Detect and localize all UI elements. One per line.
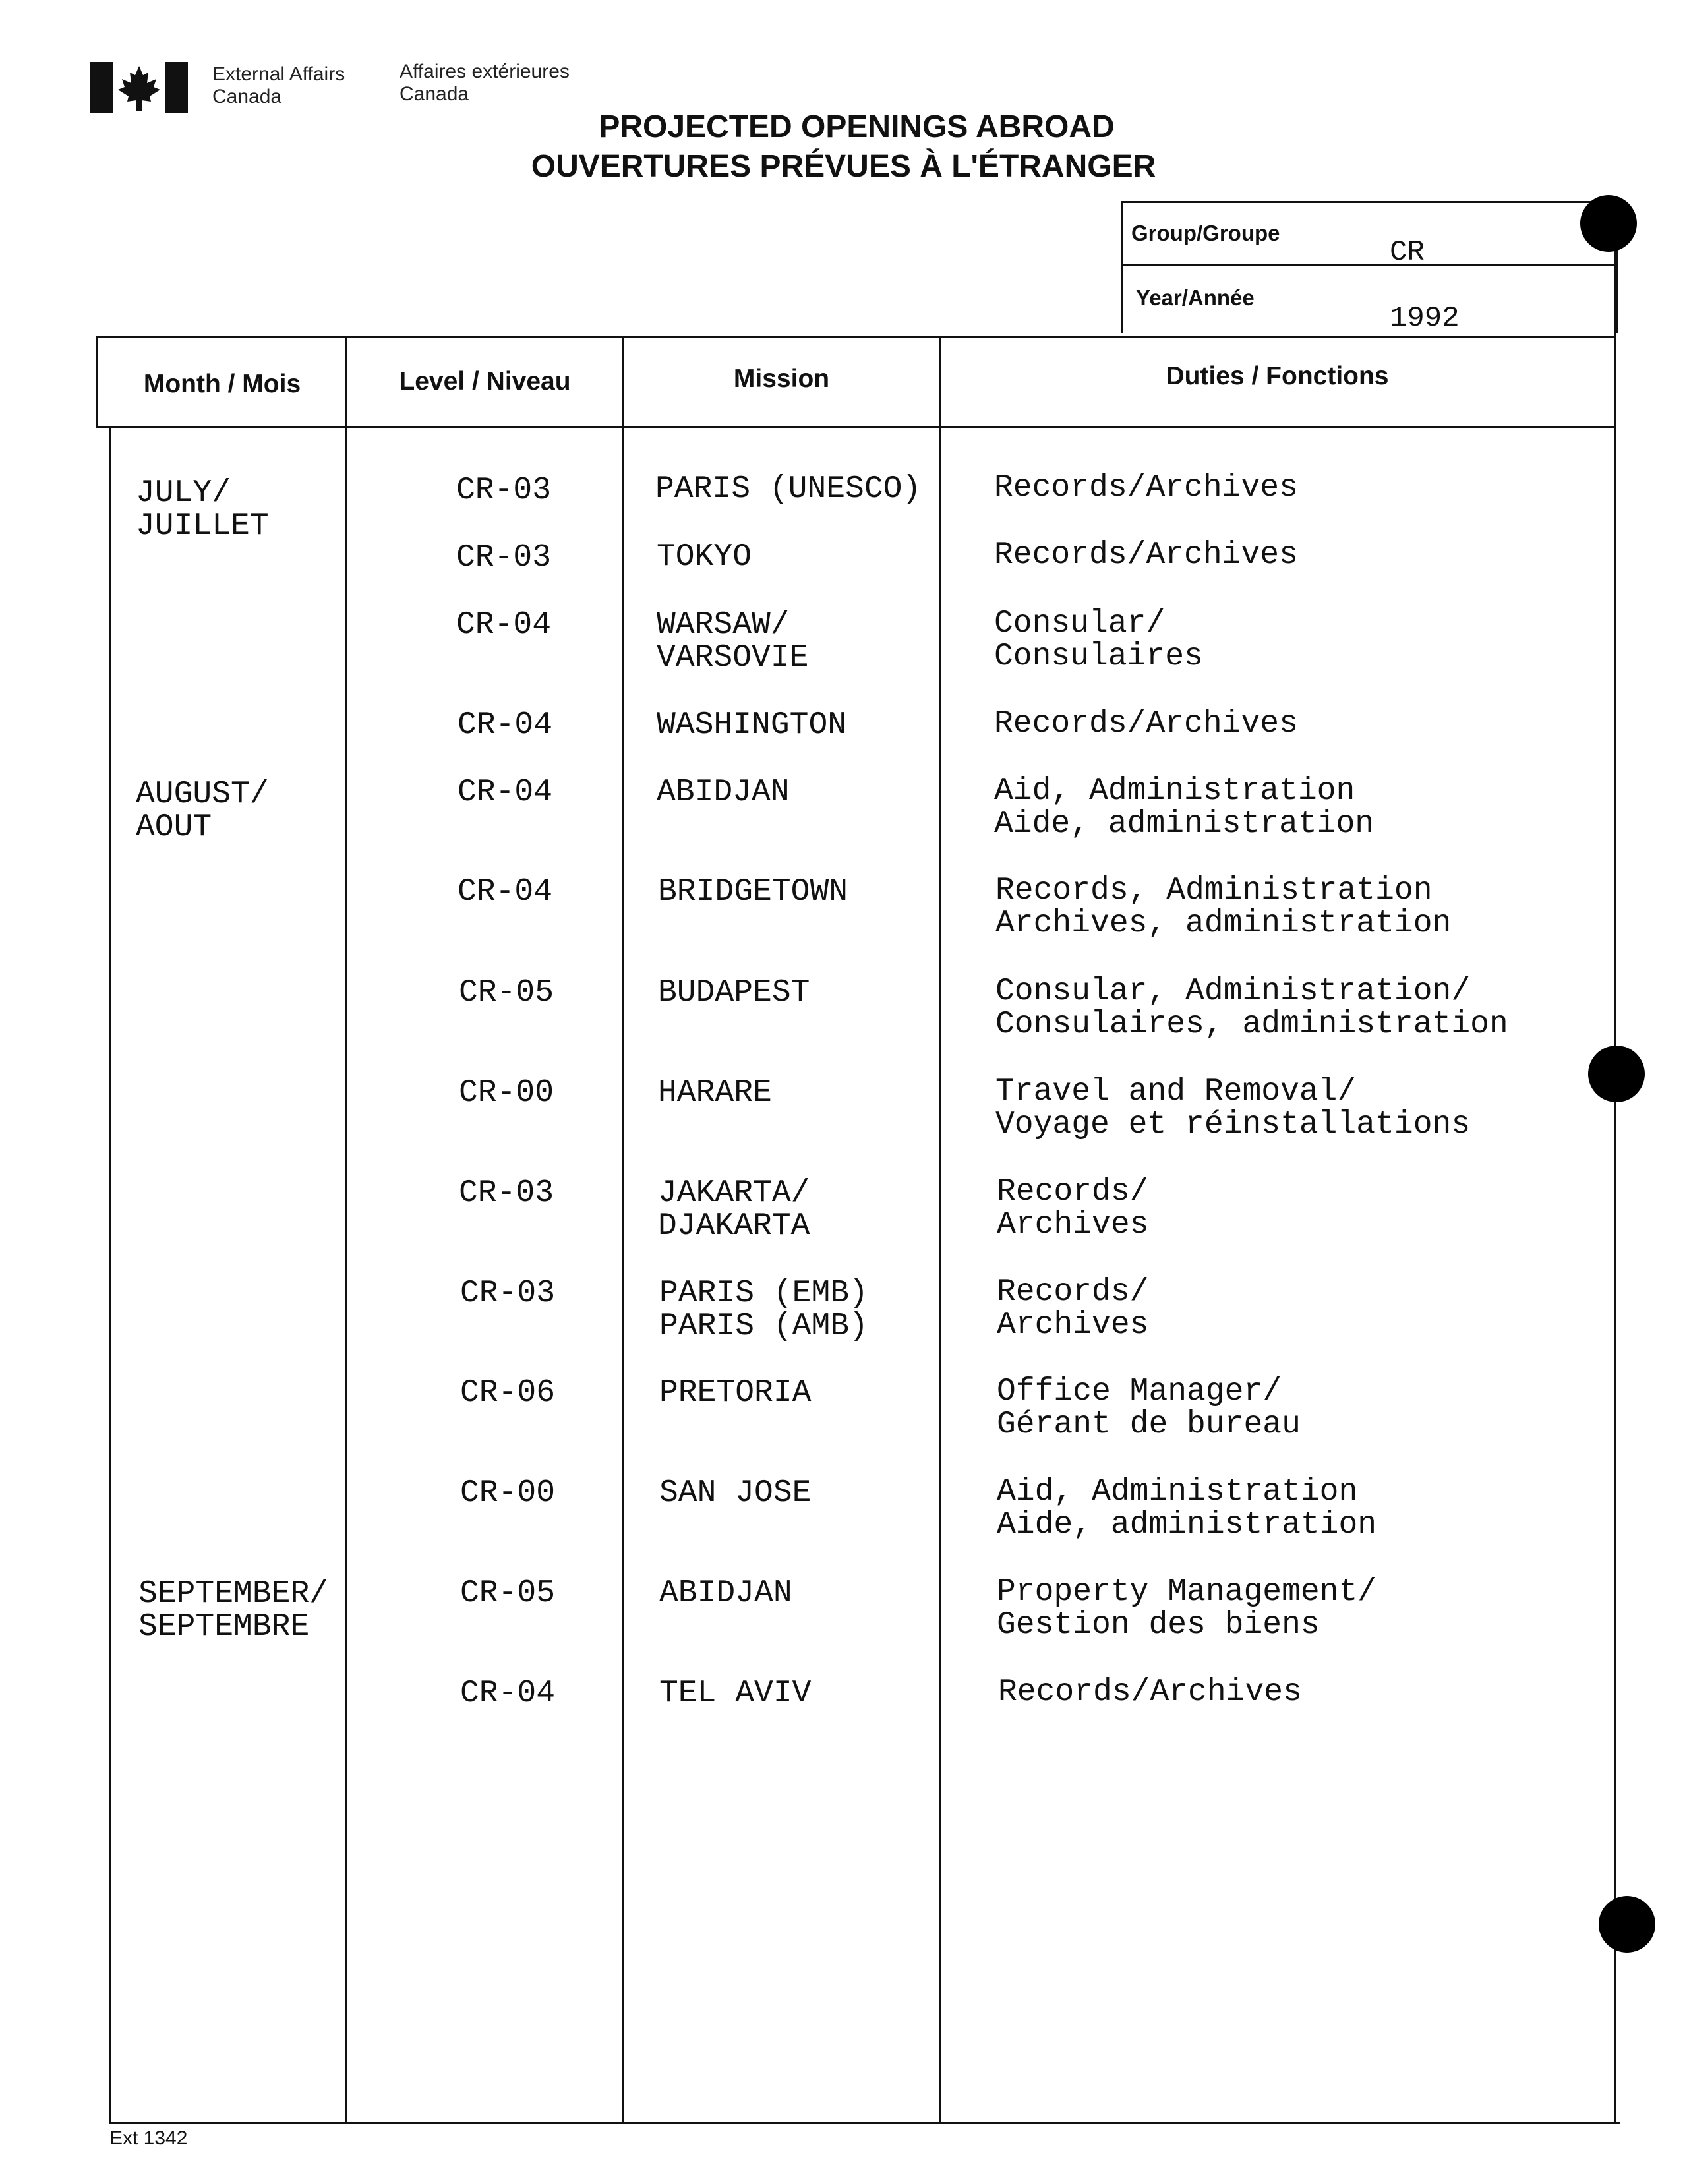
mission-cell: BRIDGETOWN	[658, 874, 848, 910]
level-cell: CR-00	[459, 1075, 554, 1111]
duties-cell: Records, Administration Archives, administration	[995, 873, 1452, 941]
mission-cell: HARARE	[658, 1075, 772, 1111]
mission-cell: ABIDJAN	[659, 1576, 792, 1611]
level-cell: CR-03	[460, 1276, 556, 1311]
department-name-fr	[400, 61, 570, 105]
binder-hole	[1599, 1896, 1655, 1953]
level-cell: CR-04	[456, 607, 552, 643]
duties-cell: Records/Archives	[994, 706, 1298, 742]
department-country: Canada	[212, 86, 282, 107]
year-label: Year/Année	[1136, 285, 1255, 310]
duties-cell: Property Management/ Gestion des biens	[997, 1574, 1377, 1643]
column-header-mission: Mission	[733, 365, 830, 393]
duties-cell: Office Manager/ Gérant de bureau	[997, 1374, 1301, 1442]
mission-cell: SAN JOSE	[659, 1475, 812, 1511]
table-right-border	[1614, 201, 1616, 2124]
table-left-border	[109, 426, 111, 2124]
divider	[1121, 264, 1618, 266]
column-header-month: Month / Mois	[143, 370, 301, 398]
group-value: CR	[1390, 236, 1425, 269]
binder-hole	[1580, 195, 1637, 252]
title-en: PROJECTED OPENINGS ABROAD	[599, 109, 1115, 144]
mission-cell: BUDAPEST	[658, 975, 810, 1011]
mission-cell: PRETORIA	[659, 1375, 812, 1411]
duties-cell: Records/ Archives	[997, 1174, 1149, 1243]
duties-cell: Aid, Administration Aide, administration	[994, 773, 1375, 842]
form-number: Ext 1342	[109, 2127, 188, 2149]
page-title	[0, 107, 1687, 187]
level-cell: CR-05	[459, 975, 554, 1011]
column-divider	[939, 336, 941, 2124]
mission-cell: JAKARTA/ DJAKARTA	[658, 1175, 810, 1244]
level-cell: CR-04	[458, 707, 553, 743]
level-cell: CR-03	[456, 540, 552, 576]
duties-cell: Consular, Administration/ Consulaires, administration	[995, 974, 1508, 1042]
level-cell: CR-00	[460, 1475, 556, 1511]
canada-flag-icon	[90, 62, 188, 113]
level-cell: CR-04	[458, 874, 553, 910]
column-divider	[345, 336, 347, 2124]
duties-cell: Records/Archives	[994, 470, 1298, 506]
column-divider	[622, 336, 624, 2124]
month-label: SEPTEMBER/ SEPTEMBRE	[138, 1576, 329, 1645]
duties-cell: Records/ Archives	[997, 1274, 1149, 1343]
column-header-duties: Duties / Fonctions	[1166, 362, 1389, 390]
mission-cell: WARSAW/ VARSOVIE	[657, 607, 809, 676]
mission-cell: ABIDJAN	[657, 775, 790, 810]
mission-cell: TOKYO	[657, 539, 752, 575]
level-cell: CR-03	[459, 1175, 554, 1211]
level-cell: CR-04	[460, 1676, 556, 1711]
mission-cell: PARIS (EMB) PARIS (AMB)	[659, 1276, 868, 1344]
column-header-level: Level / Niveau	[399, 367, 571, 396]
department-line: External Affairs	[212, 63, 345, 85]
level-cell: CR-04	[458, 775, 553, 810]
level-cell: CR-06	[460, 1375, 556, 1411]
level-cell: CR-03	[456, 473, 552, 508]
year-value: 1992	[1390, 302, 1460, 335]
month-label: AUGUST/ AOUT	[136, 777, 269, 845]
duties-cell: Consular/ Consulaires	[994, 606, 1203, 674]
duties-cell: Aid, Administration Aide, administration	[997, 1474, 1377, 1543]
month-label: JULY/ JUILLET	[136, 475, 269, 544]
table-left-border	[96, 336, 98, 428]
level-cell: CR-05	[460, 1576, 556, 1611]
header-bottom-border	[96, 426, 1616, 428]
binder-hole	[1588, 1046, 1645, 1102]
duties-cell: Records/Archives	[994, 537, 1298, 573]
table-top-border	[96, 336, 1616, 338]
mission-cell: PARIS (UNESCO)	[655, 471, 922, 507]
department-country: Canada	[400, 83, 469, 105]
duties-cell: Travel and Removal/ Voyage et réinstallations	[995, 1074, 1471, 1142]
group-label: Group/Groupe	[1131, 221, 1280, 245]
duties-cell: Records/Archives	[998, 1674, 1302, 1710]
department-name-en	[212, 63, 345, 108]
department-line: Affaires extérieures	[400, 61, 570, 82]
mission-cell: TEL AVIV	[659, 1676, 812, 1711]
table-bottom-border	[109, 2122, 1620, 2124]
title-fr: OUVERTURES PRÉVUES À L'ÉTRANGER	[531, 149, 1156, 184]
mission-cell: WASHINGTON	[657, 707, 847, 743]
